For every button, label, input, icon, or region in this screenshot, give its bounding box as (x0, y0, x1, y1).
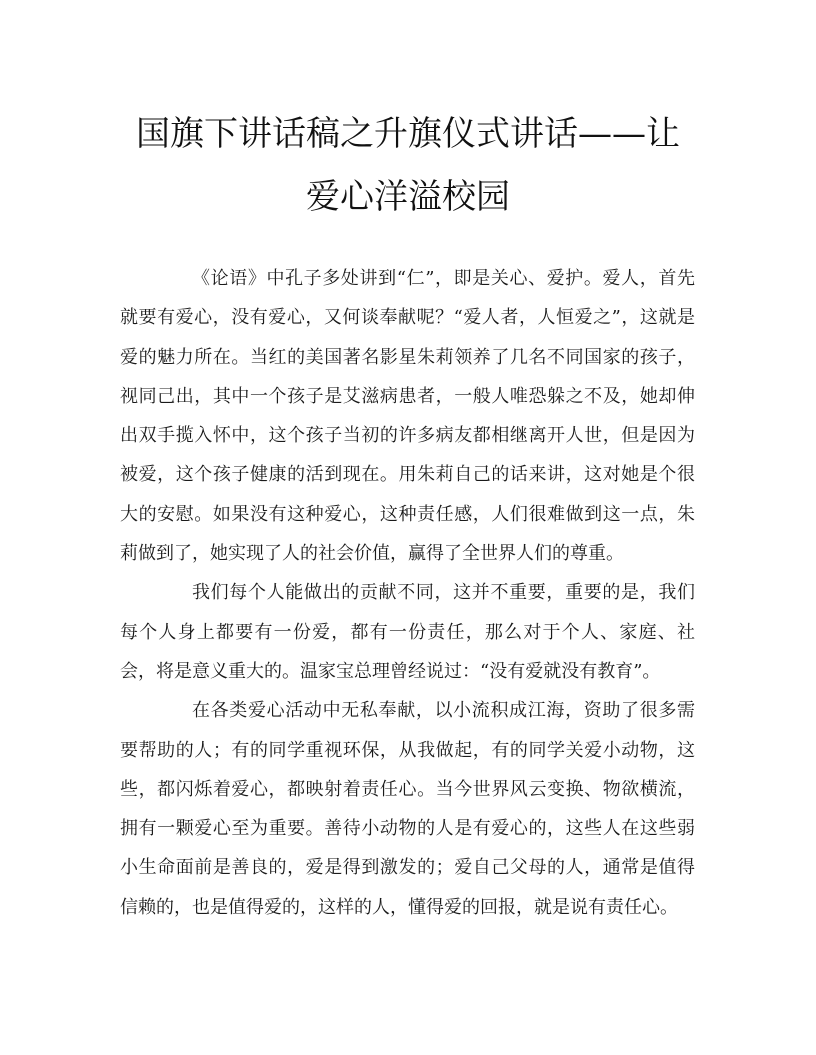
document-title (100, 103, 716, 229)
title-line-1: 国旗下讲话稿之升旗仪式讲话——让 (136, 114, 680, 154)
paragraph-1: 《论语》中孔子多处讲到“仁”，即是关心、爱护。爱人，首先就要有爱心，没有爱心，又何谈奉献呢？“爱人者，人恒爱之”，这就是爱的魅力所在。当红的美国著名影星朱莉领养了几名不同国家的孩子，视同己出，其中一个孩子是艾滋病患者，一般人唯恐躲之不及，她却伸出双手揽入怀中，这个孩子当初的许多病友都相继离开人世，但是因为被爱，这个孩子健康的活到现在。用朱莉自己的话来讲，这对她是个很大的安慰。如果没有这种爱心，这种责任感，人们很难做到这一点，朱莉做到了，她实现了人的社会价值，赢得了全世界人们的尊重。 (120, 268, 695, 565)
paragraph-3: 在各类爱心活动中无私奉献，以小流积成江海，资助了很多需要帮助的人；有的同学重视环保，从我做起，有的同学关爱小动物，这些，都闪烁着爱心，都映射着责任心。当今世界风云变换、物欲横流，拥有一颗爱心至为重要。善待小动物的人是有爱心的，这些人在这些弱小生命面前是善良的，爱是得到激发的；爱自己父母的人，通常是值得信赖的，也是值得爱的，这样的人，懂得爱的回报，就是说有责任心。 (120, 700, 695, 918)
title-line-2: 爱心洋溢校园 (306, 177, 510, 217)
paragraph-2: 我们每个人能做出的贡献不同，这并不重要，重要的是，我们每个人身上都要有一份爱，都有一份责任，那么对于个人、家庭、社会，将是意义重大的。温家宝总理曾经说过：“没有爱就没有教育”。 (120, 582, 695, 682)
document-body (120, 259, 695, 927)
